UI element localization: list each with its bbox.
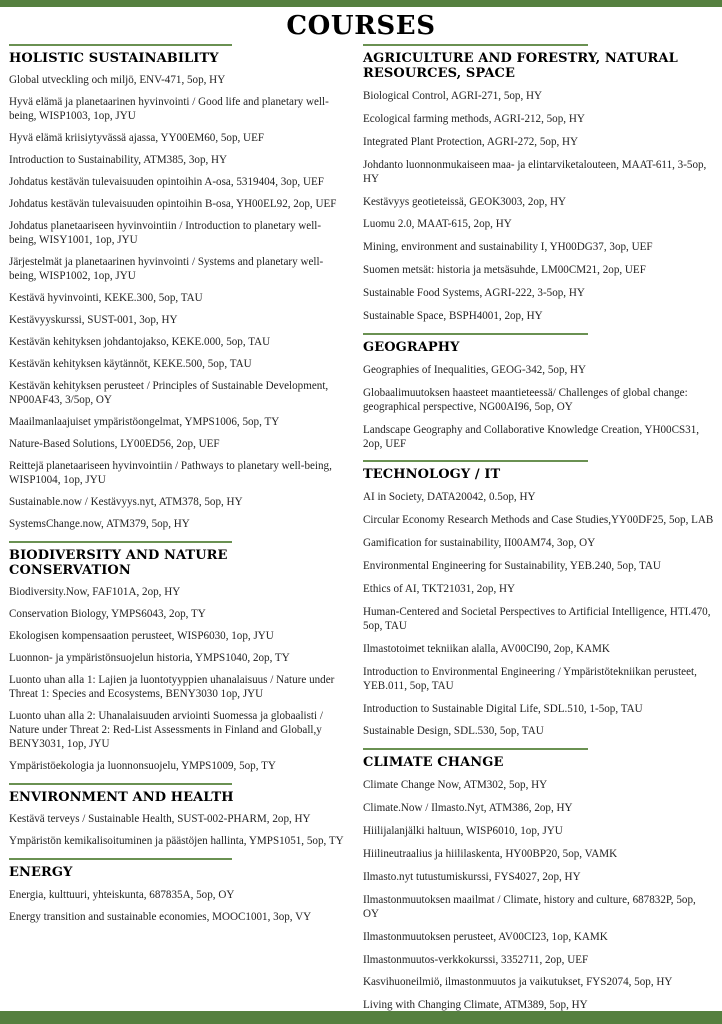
- course-list: [9, 889, 347, 925]
- section-divider-rule: [9, 44, 232, 46]
- course-list-item: Sustainable Space, BSPH4001, 2op, HY: [363, 310, 543, 323]
- course-list-item: Kestävän kehityksen johdantojakso, KEKE.000, 5op, TAU: [9, 335, 271, 348]
- section-heading: HOLISTIC SUSTAINABILITY: [9, 51, 219, 66]
- course-list-item: Gamification for sustainability, II00AM74, 3op, OY: [363, 536, 596, 549]
- course-list-item: Hyvä elämä kriisiytyvässä ajassa, YY00EM60, 5op, UEF: [9, 132, 265, 145]
- course-list-item: Ilmastonmuutos-verkkokurssi, 3352711, 2op, UEF: [363, 953, 589, 966]
- course-list-item: Biological Control, AGRI-271, 5op, HY: [363, 89, 543, 102]
- section-heading: GEOGRAPHY: [363, 340, 460, 356]
- course-list-item: Luonnon- ja ympäristönsuojelun historia, YMPS1040, 2op, TY: [9, 652, 290, 665]
- course-list-item: Climate Change Now, ATM302, 5op, HY: [363, 778, 548, 791]
- course-list-item: Kasvihuoneilmiö, ilmastonmuutos ja vaikutukset, FYS2074, 5op, HY: [363, 976, 673, 989]
- course-list-item: Johdatus planetaariseen hyvinvointiin / Introduction to planetary well-being, WISY1001, 1op, JYU: [9, 220, 322, 247]
- course-list-item: Ilmastonmuutoksen maailmat / Climate, history and culture, 687832P, 5op, OY: [363, 893, 696, 920]
- course-list-item: Sustainable.now / Kestävyys.nyt, ATM378, 5op, HY: [9, 495, 243, 508]
- course-list-item: Johdanto luonnonmukaiseen maa- ja elintarviketalouteen, MAAT-611, 3-5op, HY: [363, 158, 707, 185]
- course-list-item: Introduction to Sustainability, ATM385, 3op, HY: [9, 154, 228, 167]
- course-list-item: SystemsChange.now, ATM379, 5op, HY: [9, 517, 190, 530]
- course-list-item: Living with Changing Climate, ATM389, 5op, HY: [363, 999, 588, 1012]
- course-list-item: Hiilineutraalius ja hiililaskenta, HY00BP20, 5op, VAMK: [363, 847, 618, 860]
- course-section: [363, 333, 714, 451]
- course-list-item: Hyvä elämä ja planetaarinen hyvinvointi / Good life and planetary well-being, WISP1003, 1op, JYU: [9, 96, 329, 123]
- course-list: [9, 813, 347, 849]
- course-list-item: Energy transition and sustainable economies, MOOC1001, 3op, VY: [9, 910, 312, 923]
- course-list-item: Introduction to Sustainable Digital Life, SDL.510, 1-5op, TAU: [363, 702, 643, 715]
- course-list-item: Ympäristöekologia ja luonnonsuojelu, YMPS1009, 5op, TY: [9, 759, 276, 772]
- section-heading: ENERGY: [9, 865, 73, 881]
- course-list-item: Suomen metsät: historia ja metsäsuhde, LM00CM21, 2op, UEF: [363, 264, 646, 277]
- course-list-item: Järjestelmät ja planetaarinen hyvinvointi / Systems and planetary well-being, WISP1002, 1op, JYU: [9, 256, 324, 283]
- course-list-item: Johdatus kestävän tulevaisuuden opintoihin B-osa, YH00EL92, 2op, UEF: [9, 198, 337, 211]
- course-list-item: Environmental Engineering for Sustainability, YEB.240, 5op, TAU: [363, 559, 661, 572]
- course-list: [9, 586, 347, 774]
- course-list-item: Ekologisen kompensaation perusteet, WISP6030, 1op, JYU: [9, 630, 274, 643]
- course-section: [9, 858, 347, 924]
- course-list: [363, 491, 714, 740]
- section-heading: TECHNOLOGY / IT: [363, 467, 501, 483]
- section-divider-rule: [9, 783, 232, 785]
- course-list-item: AI in Society, DATA20042, 0.5op, HY: [363, 490, 536, 503]
- course-section: [9, 783, 347, 849]
- top-accent-band: [0, 0, 722, 7]
- section-divider-rule: [363, 333, 588, 335]
- course-list-item: Biodiversity.Now, FAF101A, 2op, HY: [9, 586, 181, 599]
- course-list-item: Luonto uhan alla 1: Lajien ja luontotyyppien uhanalaisuus / Nature under Threat 1: Species and Ecosystems, BENY3030 1op, JYU: [9, 674, 335, 701]
- course-list-item: Climate.Now / Ilmasto.Nyt, ATM386, 2op, HY: [363, 801, 573, 814]
- course-list-item: Luonto uhan alla 2: Uhanalaisuuden arviointi Suomessa ja globaalisti / Nature under Threat 2: Red-List Assessments in Finland and Globall,y BENY3031, 1op, JYU: [9, 710, 323, 751]
- course-list-item: Ecological farming methods, AGRI-212, 5op, HY: [363, 112, 585, 125]
- course-list: [9, 74, 347, 531]
- course-list-item: Sustainable Design, SDL.530, 5op, TAU: [363, 725, 544, 738]
- right-column: [356, 44, 722, 1022]
- page-title: COURSES: [286, 11, 436, 41]
- course-list-item: Johdatus kestävän tulevaisuuden opintoihin A-osa, 5319404, 3op, UEF: [9, 176, 324, 189]
- course-columns: [0, 44, 722, 1022]
- course-list-item: Geographies of Inequalities, GEOG-342, 5op, HY: [363, 363, 587, 376]
- course-list-item: Ethics of AI, TKT21031, 2op, HY: [363, 582, 516, 595]
- course-list-item: Kestävä hyvinvointi, KEKE.300, 5op, TAU: [9, 291, 203, 304]
- course-list-item: Maailmanlaajuiset ympäristöongelmat, YMPS1006, 5op, TY: [9, 415, 280, 428]
- section-heading: ENVIRONMENT AND HEALTH: [9, 789, 234, 805]
- course-list-item: Hiilijalanjälki haltuun, WISP6010, 1op, JYU: [363, 824, 563, 837]
- course-section: [9, 541, 347, 774]
- course-list-item: Ilmastotoimet tekniikan alalla, AV00CI90, 2op, KAMK: [363, 642, 610, 655]
- course-list-item: Global utveckling och miljö, ENV-471, 5op, HY: [9, 74, 226, 87]
- course-list-item: Introduction to Environmental Engineering / Ympäristötekniikan perusteet, YEB.011, 5op, TAU: [363, 665, 697, 692]
- section-divider-rule: [9, 858, 232, 860]
- course-list-item: Landscape Geography and Collaborative Knowledge Creation, YH00CS31, 2op, UEF: [363, 423, 700, 450]
- course-list-item: Integrated Plant Protection, AGRI-272, 5op, HY: [363, 135, 579, 148]
- course-list-item: Sustainable Food Systems, AGRI-222, 3-5op, HY: [363, 287, 585, 300]
- course-list-item: Kestävän kehityksen käytännöt, KEKE.500, 5op, TAU: [9, 357, 252, 370]
- section-divider-rule: [363, 44, 588, 46]
- left-column: [0, 44, 356, 933]
- bottom-accent-band: [0, 1011, 722, 1024]
- course-list: [363, 90, 714, 325]
- course-list-item: Energia, kulttuuri, yhteiskunta, 687835A, 5op, OY: [9, 888, 235, 901]
- course-list-item: Kestävä terveys / Sustainable Health, SUST-002-PHARM, 2op, HY: [9, 813, 311, 826]
- section-heading: AGRICULTURE AND FORESTRY, NATURAL RESOURCES, SPACE: [363, 51, 678, 82]
- course-list-item: Luomu 2.0, MAAT-615, 2op, HY: [363, 218, 512, 231]
- course-list-item: Kestävän kehityksen perusteet / Principles of Sustainable Development, NP00AF43, 3/5op, OY: [9, 379, 329, 406]
- course-list-item: Mining, environment and sustainability I, YH00DG37, 3op, UEF: [363, 241, 653, 254]
- course-list-item: Ilmasto.nyt tutustumiskurssi, FYS4027, 2op, HY: [363, 870, 581, 883]
- course-section: [363, 748, 714, 1013]
- course-list-item: Conservation Biology, YMPS6043, 2op, TY: [9, 608, 206, 621]
- course-list-item: Ilmastonmuutoksen perusteet, AV00CI23, 1op, KAMK: [363, 930, 608, 943]
- course-section: [9, 44, 347, 532]
- course-list-item: Reittejä planetaariseen hyvinvointiin / Pathways to planetary well-being, WISP1004, 1op, JYU: [9, 459, 332, 486]
- section-divider-rule: [363, 748, 588, 750]
- course-list-item: Nature-Based Solutions, LY00ED56, 2op, UEF: [9, 437, 220, 450]
- course-list-item: Kestävyyskurssi, SUST-001, 3op, HY: [9, 313, 178, 326]
- section-divider-rule: [9, 541, 232, 543]
- course-list-item: Kestävyys geotieteissä, GEOK3003, 2op, HY: [363, 195, 567, 208]
- course-list: [363, 779, 714, 1014]
- course-list-item: Ympäristön kemikalisoituminen ja päästöjen hallinta, YMPS1051, 5op, TY: [9, 835, 344, 848]
- section-heading: CLIMATE CHANGE: [363, 755, 504, 771]
- course-list-item: Globaalimuutoksen haasteet maantieteessä/ Challenges of global change: geographical perspective, NG00AI96, 5op, OY: [363, 386, 688, 413]
- course-list-item: Circular Economy Research Methods and Case Studies,YY00DF25, 5op, LAB: [363, 513, 714, 526]
- section-divider-rule: [363, 460, 588, 462]
- section-heading: BIODIVERSITY AND NATURE CONSERVATION: [9, 547, 228, 578]
- course-list: [363, 364, 714, 452]
- course-section: [363, 44, 714, 324]
- course-section: [363, 460, 714, 739]
- course-list-item: Human-Centered and Societal Perspectives to Artificial Intelligence, HTI.470, 5op, TAU: [363, 605, 711, 632]
